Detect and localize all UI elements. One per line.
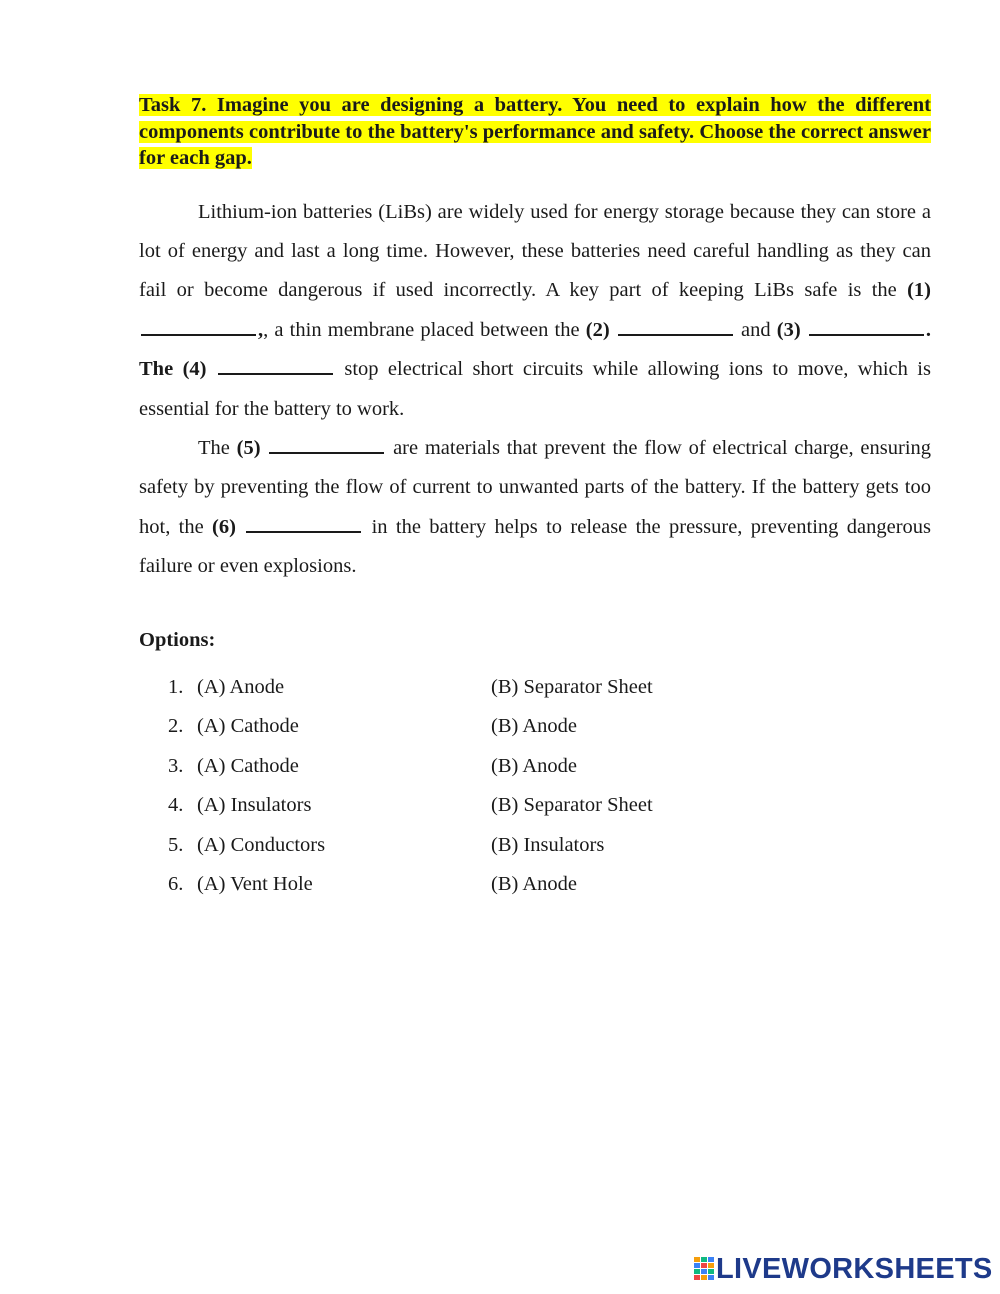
option-b[interactable]: (B) Anode [491,754,577,777]
option-a[interactable]: (A) Vent Hole [197,873,313,896]
option-a[interactable]: (A) Cathode [197,715,299,738]
gap-label-3: (3) [776,318,801,341]
passage-paragraph-2 [139,429,931,587]
option-a[interactable]: (A) Conductors [197,833,326,856]
liveworksheets-brand[interactable] [694,1253,993,1285]
option-number: 6. [168,873,184,896]
passage-text: , a thin membrane placed between the [263,318,586,341]
passage-paragraph-1: Lithium-ion batteries (LiBs) are widely used for energy storage because they can store a lot of energy and last a long time. However, these batteries need careful handling as they can fail or become dangerous if used incorrectly. A key part of keeping LiBs safe is the (1) ,, a thin membrane placed between the (2) and (3) . The (4) stop electrical short circuits while allowing ions to move, which is essential for the battery to work. [139,200,931,420]
gap-3-blank[interactable] [809,316,924,336]
option-a[interactable]: (A) Anode [197,675,285,698]
option-number: 5. [168,833,184,856]
option-row [139,707,931,747]
option-row [139,786,931,826]
passage-text: and [734,318,777,341]
option-a[interactable]: (A) Cathode [197,754,299,777]
passage-text: The [198,436,237,459]
options-title: Options: [139,628,216,651]
gap-5-blank[interactable] [269,434,384,454]
brand-text: LIVEWORKSHEETS [716,1252,993,1285]
gap-label-2: (2) [585,318,610,341]
option-a[interactable]: (A) Insulators [197,794,312,817]
option-b[interactable]: (B) Anode [491,715,577,738]
option-b[interactable]: (B) Insulators [491,833,605,856]
gap-6-blank[interactable] [246,513,361,533]
option-row [139,826,931,866]
task-heading [139,92,931,172]
passage-text: are materials that prevent the flow of electrical charge, ensuring safety by preventing the flow of current to unwanted parts of the battery. If the battery gets too hot, the [139,436,932,538]
passage-text: . The [139,318,931,381]
gap-1-blank[interactable] [141,316,256,336]
gap-2-blank[interactable] [618,316,733,336]
option-number: 2. [168,715,184,738]
options-list [139,668,931,905]
option-b[interactable]: (B) Separator Sheet [491,675,653,698]
gap-label-6: (6) [212,515,236,538]
gap-label-1: (1) [907,279,931,302]
passage-text: Lithium-ion batteries (LiBs) are widely used for energy storage because they can store a lot of energy and last a long time. However, these batteries need careful handling as they can fail or become dangerous if used incorrectly. A key part of keeping LiBs safe is the [139,200,931,302]
passage-text: stop electrical short circuits while allowing ions to move, which is essential for the battery to work. [139,358,931,420]
option-number: 1. [168,675,184,698]
gap-4-blank[interactable] [218,355,333,375]
option-b[interactable]: (B) Anode [491,873,577,896]
worksheet-page [139,92,931,905]
passage-text: in the battery helps to release the pressure, preventing dangerous failure or even explosions. [139,515,931,578]
option-number: 4. [168,794,184,817]
liveworksheets-logo-icon [694,1257,714,1281]
reading-passage [139,193,931,587]
option-number: 3. [168,754,184,777]
option-row [139,747,931,787]
option-row [139,668,931,708]
option-row [139,865,931,905]
gap-label-4: (4) [182,358,207,381]
gap-label-5: (5) [236,436,261,459]
task-heading-text: Task 7. Imagine you are designing a battery. You need to explain how the different components contribute to the battery's performance and safety. Choose the correct answer for each gap. [139,94,931,169]
option-b[interactable]: (B) Separator Sheet [491,794,653,817]
